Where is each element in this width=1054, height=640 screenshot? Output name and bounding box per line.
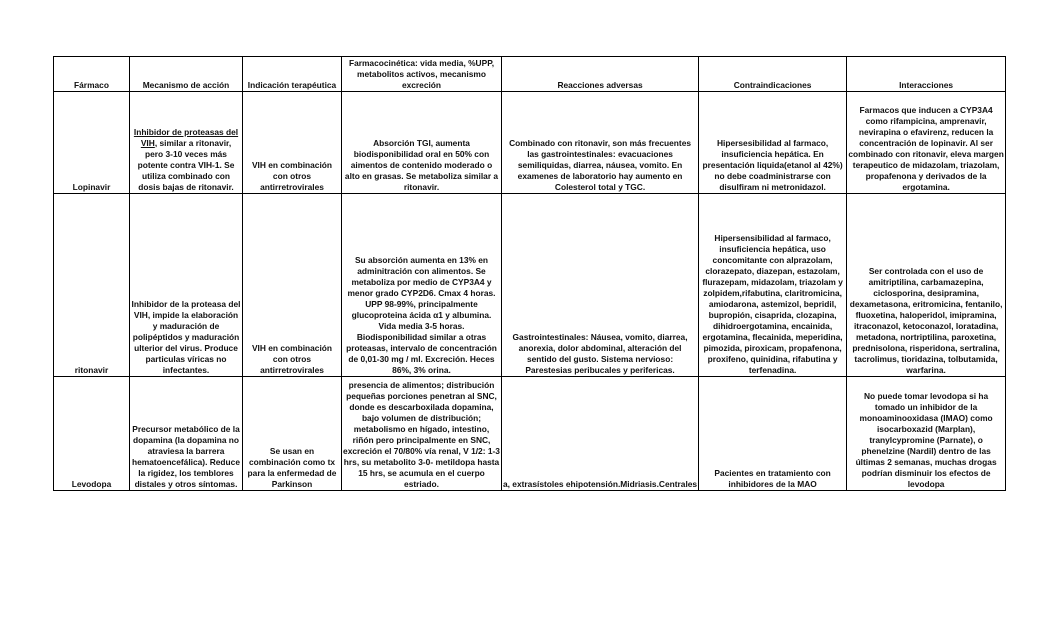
cell-indicacion: VIH en combinación con otros antirretrovirales	[243, 194, 342, 377]
table-row	[54, 377, 1006, 491]
cell-text: , similar a ritonavir, pero 3-10 veces más potente contra VIH-1. Se utiliza combinado con dosis bajas de ritonavir.	[137, 138, 235, 192]
cell-contraindicaciones: Hipersensibilidad al farmaco, insuficiencia hepática, uso concomitante con alprazolam, clorazepato, diazepan, estazolam, flurazepam, midazolam, triazolam y zolpidem,rifabutina, claritromicina, amiodarona, astemizol, bepridil, bupropión, cisaprida, clozapina, dihidroergotamina, encainida, ergotamina, flecainida, meperidina, pimozida, piroxicam, propafenona, proxifeno, quinidina, rifabutina y terfenadina.	[699, 194, 847, 377]
cell-indicacion: Se usan en combinación como tx para la enfermedad de Parkinson	[243, 377, 342, 491]
cell-interacciones: No puede tomar levodopa si ha tomado un inhibidor de la monoaminooxidasa (IMAO) como isocarboxazid (Marplan), tranylcypromine (Parnate), o phenelzine (Nardil) dentro de las últimas 2 semanas, muchas drogas podrían disminuir los efectos de levodopa	[847, 377, 1006, 491]
header-row	[54, 57, 1006, 92]
cell-indicacion: VIH en combinación con otros antirretrovirales	[243, 92, 342, 194]
cell-mecanismo: Precursor metabólico de la dopamina (la dopamina no atraviesa la barrera hematoencefálica). Reduce la rigidez, los temblores distales y otros síntomas.	[130, 377, 243, 491]
table-row	[54, 92, 1006, 194]
header-reacciones: Reacciones adversas	[502, 57, 699, 92]
table-row	[54, 194, 1006, 377]
pharmacology-table	[53, 56, 1006, 491]
cell-farmacocinetica: presencia de alimentos; distribución pequeñas porciones penetran al SNC, donde es descarboxilada dopamina, bajo volumen de distribución; metabolismo en hígado, intestino, riñón pero principalmente en SNC, excreción el 70/80% vía renal, V 1/2: 1-3 hrs, su metabolito 3-0- metildopa hasta 15 hrs, se acumula en el cuerpo estriado.	[342, 377, 502, 491]
cell-farmaco: Lopinavir	[54, 92, 130, 194]
header-contraindicaciones: Contraindicaciones	[699, 57, 847, 92]
cell-farmaco: ritonavir	[54, 194, 130, 377]
underlined-text: Inhibidor de proteasas del VIH	[133, 127, 239, 148]
cell-mecanismo: Inhibidor de la proteasa del VIH, impide la elaboración y maduración de polipéptidos y maduración ulterior del virus. Produce particulas víricas no infectantes.	[130, 194, 243, 377]
cell-farmacocinetica: Absorción TGI, aumenta biodisponibilidad oral en 50% con aimentos de contenido moderado o alto en grasas. Se metaboliza similar a ritonavir.	[342, 92, 502, 194]
header-interacciones: Interacciones	[847, 57, 1006, 92]
cell-farmaco: Levodopa	[54, 377, 130, 491]
cell-contraindicaciones: Pacientes en tratamiento con inhibidores de la MAO	[699, 377, 847, 491]
cell-reacciones: a, extrasístoles ehipotensión.Midriasis.Centrales	[502, 377, 699, 491]
header-indicacion: Indicación terapéutica	[243, 57, 342, 92]
header-mecanismo: Mecanismo de acción	[130, 57, 243, 92]
cell-farmacocinetica: Su absorción aumenta en 13% en adminitración con alimentos. Se metaboliza por medio de CYP3A4 y menor grado CYP2D6. Cmax 4 horas. UPP 98-99%, principalmente glucoproteina ácida α1 y albumina. Vida media 3-5 horas. Biodisponibilidad similar a otras proteasas, intervalo de concentración de 0,01-30 mg / ml. Excreción. Heces 86%, 3% orina.	[342, 194, 502, 377]
cell-mecanismo	[130, 92, 243, 194]
cell-interacciones: Ser controlada con el uso de amitriptilina, carbamazepina, ciclosporina, desipramina, dexametasona, eritromicina, fentanilo, fluoxetina, haloperidol, imipramina, itraconazol, ketoconazol, loratadina, metadona, nortriptilina, paroxetina, prednisolona, risperidona, sertralina, tacrolimus, tioridazina, tolbutamida, warfarina.	[847, 194, 1006, 377]
header-farmacocinetica: Farmacocinética: vida media, %UPP, metabolitos activos, mecanismo excreción	[342, 57, 502, 92]
header-farmaco: Fármaco	[54, 57, 130, 92]
cell-contraindicaciones: Hipersesibilidad al farmaco, insuficiencia hepática. En presentación liquida(etanol al 42%) no debe coadministrarse con disulfiram ni metronidazol.	[699, 92, 847, 194]
cell-interacciones: Farmacos que inducen a CYP3A4 como rifampicina, amprenavir, nevirapina o efavirenz, reducen la concentración de lopinavir. Al ser combinado con ritonavir, eleva margen terapeutico de midazolam, triazolam, propafenona y derivados de la ergotamina.	[847, 92, 1006, 194]
cell-reacciones: Combinado con ritonavir, son más frecuentes las gastrointestinales: evacuaciones semiliquidas, diarrea, náusea, vomito. En examenes de laboratorio hay aumento en Colesterol total y TGC.	[502, 92, 699, 194]
cell-reacciones: Gastrointestinales: Náusea, vomito, diarrea, anorexia, dolor abdominal, alteración del sentido del gusto. Sistema nervioso: Parestesias peribucales y perifericas.	[502, 194, 699, 377]
